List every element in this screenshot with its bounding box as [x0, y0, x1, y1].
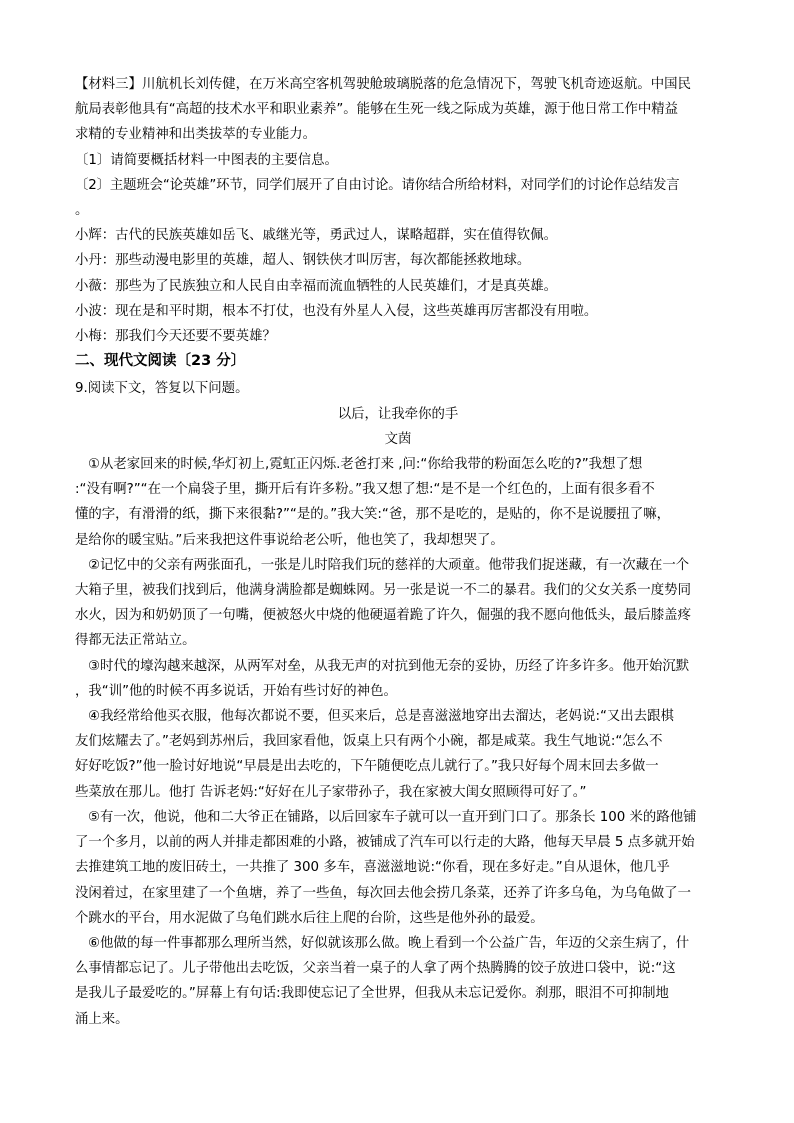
material-three-line-1: 【材料三】川航机长刘传健，在万米高空客机驾驶舱玻璃脱落的危急情况下，驾驶飞机奇迹返航。中国民	[75, 77, 691, 92]
article-paragraph-1	[75, 452, 721, 553]
material-three-line-3: 求精的专业精神和出类拔萃的专业能力。	[75, 127, 317, 143]
paragraph-line: 去推建筑工地的废旧砖土，一共推了 300 多车，喜滋滋地说:“你看，现在多好走。”自从退休，他几乎	[75, 860, 670, 876]
paragraph-line: 好好吃饭?”他一脸讨好地说“早晨是出去吃的，下午随便吃点儿就行了。”我只好每个周末回去多做一	[75, 759, 659, 775]
article-paragraph-3	[75, 654, 721, 704]
paragraph-line: ⑤有一次，他说，他和二大爷正在铺路，以后回家车子就可以一直开到门口了。那条长 100 米的路他铺	[88, 809, 697, 825]
dialogue-line: 小波：现在是和平时期，根本不打仗，也没有外星人入侵，这些英雄再厉害都没有用啦。	[75, 303, 598, 319]
dialogue-line: 小梅：那我们今天还要不要英雄？	[75, 329, 276, 345]
question-1: 〔1〕请简要概括材料一中图表的主要信息。	[75, 152, 338, 168]
article-paragraph-5	[75, 805, 721, 931]
dialogue-line: 小丹：那些动漫电影里的英雄，超人、钢铁侠才叫厉害，每次都能拯救地球。	[75, 253, 531, 269]
question-2-line-1: 〔2〕主题班会“论英雄”环节，同学们展开了自由讨论。请你结合所给材料，对同学们的讨论作总结发言	[75, 177, 680, 193]
paragraph-line: ②记忆中的父亲有两张面孔，一张是儿时陪我们玩的慈祥的大顽童。他带我们捉迷藏，有一次藏在一个	[88, 557, 690, 573]
article-paragraph-2	[75, 553, 721, 654]
material-three	[75, 72, 721, 148]
dialogue-line: 小辉：古代的民族英雄如岳飞、戚继光等，勇武过人，谋略超群，实在值得钦佩。	[75, 228, 558, 244]
paragraph-line: 些菜放在那儿。他打 告诉老妈:“好好在儿子家带孙子，我在家被大闺女照顾得可好了。”	[75, 784, 587, 800]
paragraph-line: ，我“训”他的时候不再多说话，开始有些讨好的神色。	[75, 683, 397, 699]
question-2	[75, 173, 721, 223]
material-three-line-2: 航局表彰他具有“高超的技术水平和职业素养”。能够在生死一线之际成为英雄，源于他日常工作中精益	[75, 102, 679, 118]
article-paragraph-6	[75, 931, 721, 1032]
paragraph-line: 大箱子里，被我们找到后，他满身满脸都是蜘蛛网。另一张是说一不二的暴君。我们的父女关系一度势同	[75, 583, 691, 599]
article-body	[75, 452, 721, 1032]
paragraph-line: ③时代的壕沟越来越深，从两军对垒，从我无声的对抗到他无奈的妥协，历经了许多许多。他开始沉默	[88, 658, 690, 674]
question-2-line-2: 。	[75, 203, 89, 219]
paragraph-line: ①从老家回来的时候,华灯初上,霓虹正闪烁.老爸打来 ,问:“你给我带的粉面怎么吃的?”我想了想	[88, 457, 643, 473]
discussion-dialogue	[75, 223, 721, 349]
paragraph-line: 是给你的暖宝贴。”后来我把这件事说给老公听，他也笑了，我却想哭了。	[75, 532, 504, 548]
paragraph-line: ⑥他做的每一件事都那么理所当然，好似就该那么做。晚上看到一个公益广告，年迈的父亲生病了，什	[88, 935, 690, 951]
dialogue-line: 小薇：那些为了民族独立和人民自由幸福而流血牺牲的人民英雄们，才是真英雄。	[75, 278, 558, 294]
paragraph-line: 友们炫耀去了。”老妈到苏州后，我回家看他，饭桌上只有两个小碗，都是咸菜。我生气地说:“怎么不	[75, 734, 663, 750]
paragraph-line: :“没有啊?”“在一个扁袋子里，撕开后有许多粉。”我又想了想:“是不是一个红色的，上面有很多看不	[75, 482, 655, 498]
paragraph-line: 么事情都忘记了。儿子带他出去吃饭，父亲当着一桌子的人拿了两个热腾腾的饺子放进口袋中，说:“这	[75, 961, 676, 977]
question-9-prompt: 9.阅读下文，答复以下问题。	[75, 381, 249, 397]
paragraph-line: 水火，因为和奶奶顶了一句嘴，便被怒火中烧的他硬逼着跪了许久，倔强的我不愿向他低头，最后膝盖疼	[75, 608, 691, 624]
paragraph-line: 懂的字，有滑滑的纸，撕下来很黏?”“是的。”我大笑:“爸，那不是吃的，是贴的，你不是说腰扭了嘛，	[75, 507, 671, 523]
section-heading: 二、现代文阅读〔23 分〕	[75, 353, 246, 370]
paragraph-line: 得都无法正常站立。	[75, 633, 196, 649]
paragraph-line: 涌上来。	[75, 1011, 129, 1027]
article-author: 文茵	[384, 431, 412, 447]
paragraph-line: ④我经常给他买衣服，他每次都说不要，但买来后，总是喜滋滋地穿出去溜达，老妈说:“又出去跟棋	[88, 709, 674, 725]
article-title: 以后，让我牵你的手	[337, 406, 459, 422]
article-paragraph-4	[75, 704, 721, 805]
paragraph-line: 了一个多月，以前的两人并排走都困难的小路，被铺成了汽车可以行走的大路，他每天早晨 5 点多就开始	[75, 835, 695, 851]
paragraph-line: 没闲着过，在家里建了一个鱼塘，养了一些鱼，每次回去他会捞几条菜，还养了许多乌龟，为乌龟做了一	[75, 885, 691, 901]
document-page	[75, 72, 721, 1032]
paragraph-line: 是我儿子最爱吃的。”屏幕上有句话:我即使忘记了全世界，但我从未忘记爱你。刹那，眼泪不可抑制地	[75, 986, 669, 1002]
paragraph-line: 个跳水的平台，用水泥做了乌龟们跳水后往上爬的台阶，这些是他外孙的最爱。	[75, 910, 544, 926]
